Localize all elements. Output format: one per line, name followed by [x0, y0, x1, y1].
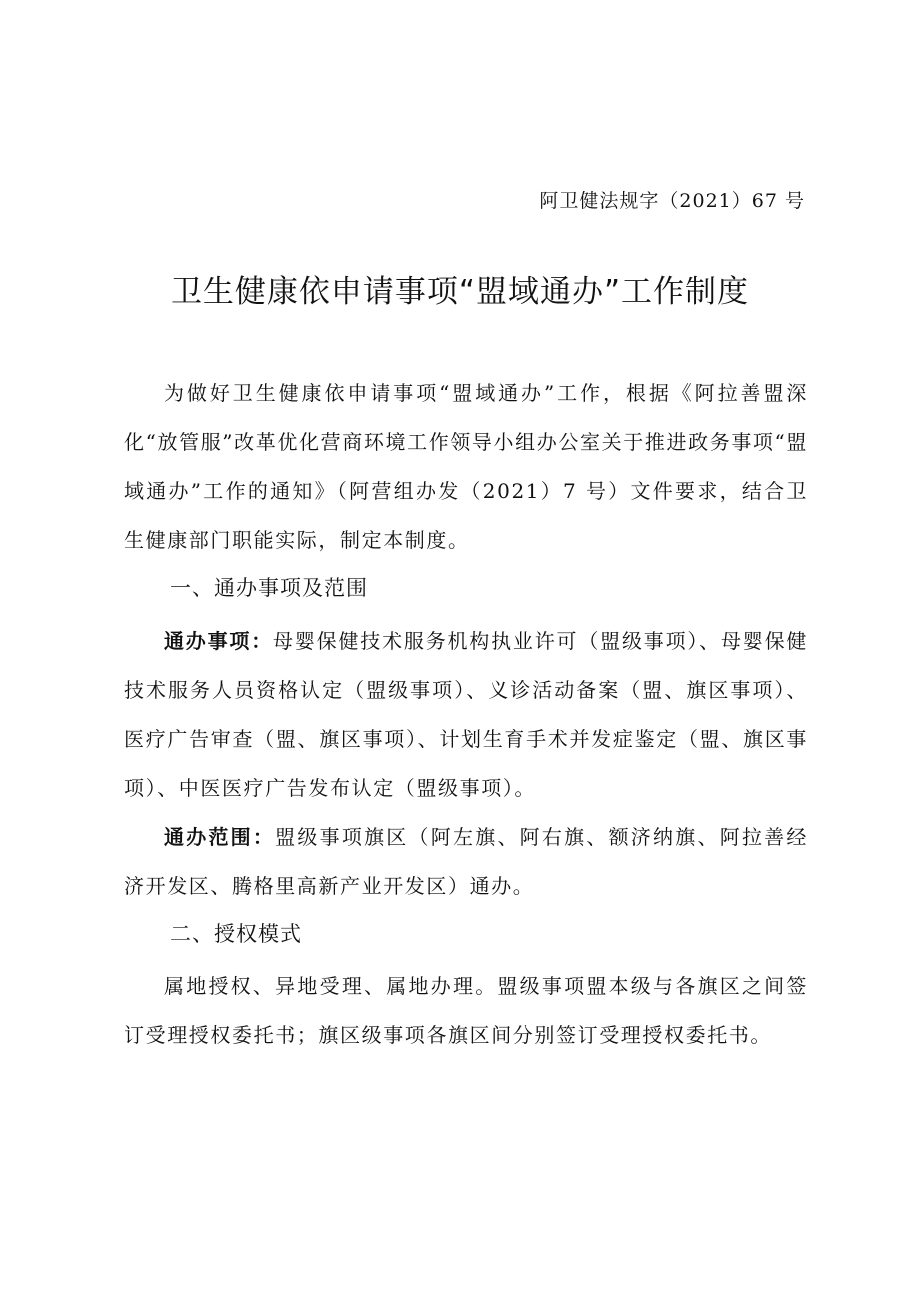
scope-paragraph	[124, 813, 808, 911]
document-title: 卫生健康依申请事项“盟域通办”工作制度	[170, 274, 750, 310]
matters-paragraph	[124, 617, 808, 813]
matters-text: 母婴保健技术服务机构执业许可（盟级事项）、母婴保健技术服务人员资格认定（盟级事项）、义诊活动备案（盟、旗区事项）、医疗广告审查（盟、旗区事项）、计划生育手术并发症鉴定（盟、旗区事项）、中医医疗广告发布认定（盟级事项）。	[124, 629, 809, 800]
document-number: 阿卫健法规字（2021）67 号	[539, 190, 805, 212]
section-heading-scope: 一、通办事项及范围	[170, 576, 368, 600]
intro-text: 为做好卫生健康依申请事项“盟域通办”工作，根据《阿拉善盟深化“放管服”改革优化营商环境工作领导小组办公室关于推进政务事项“盟域通办”工作的通知》（阿营组办发（2021）7 号）文件要求，结合卫生健康部门职能实际，制定本制度。	[124, 381, 808, 552]
scope-label: 通办范围：	[164, 825, 276, 849]
intro-paragraph	[124, 369, 808, 565]
authorization-text: 属地授权、异地受理、属地办理。盟级事项盟本级与各旗区之间签订受理授权委托书；旗区级事项各旗区间分别签订受理授权委托书。	[124, 974, 808, 1047]
scope-text: 盟级事项旗区（阿左旗、阿右旗、额济纳旗、阿拉善经济开发区、腾格里高新产业开发区）通办。	[124, 825, 809, 898]
section-heading-authorization: 二、授权模式	[170, 922, 302, 946]
matters-label: 通办事项：	[164, 629, 274, 653]
authorization-paragraph	[124, 962, 808, 1060]
